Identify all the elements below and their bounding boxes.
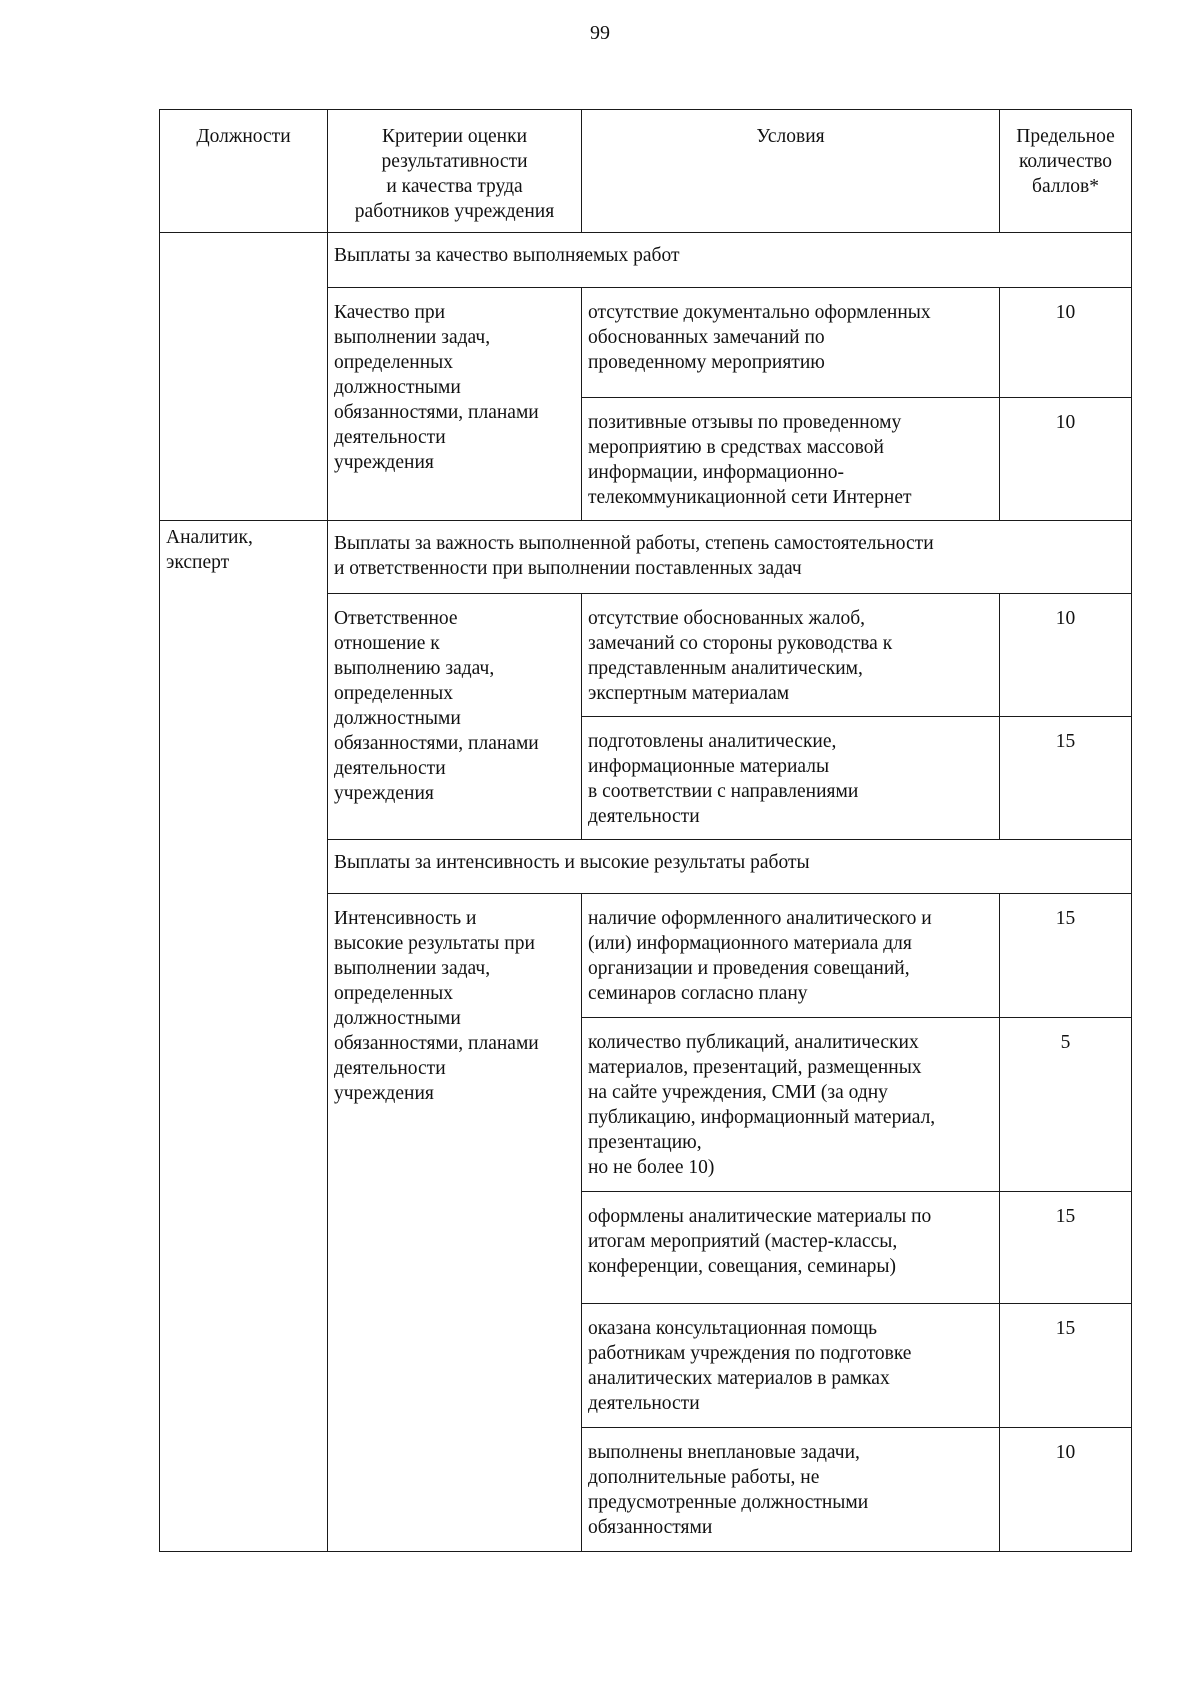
position-cell-empty [160,233,328,521]
condition-cell: количество публикаций, аналитических материалов, презентаций, размещенных на сайте учреждения, СМИ (за одну публикацию, информационный материал, презентацию, но не более 10) [582,1018,1000,1192]
condition-cell: отсутствие документально оформленных обоснованных замечаний по проведенному мероприятию [582,288,1000,398]
header-position: Должности [160,110,328,233]
section-title: Выплаты за важность выполненной работы, степень самостоятельности и ответственности при выполнении поставленных задач [328,521,1132,594]
header-points: Предельное количество баллов* [1000,110,1132,233]
criterion-cell: Качество при выполнении задач, определенных должностными обязанностями, планами деятельности учреждения [328,288,582,521]
condition-cell: наличие оформленного аналитического и (или) информационного материала для организации и проведения совещаний, семинаров согласно плану [582,894,1000,1018]
header-criteria: Критерии оценки результативности и качества труда работников учреждения [328,110,582,233]
points-cell: 15 [1000,1304,1132,1428]
condition-cell: оформлены аналитические материалы по итогам мероприятий (мастер-классы, конференции, совещания, семинары) [582,1192,1000,1304]
table-header-row [160,110,1132,233]
header-conditions: Условия [582,110,1000,233]
points-cell: 10 [1000,1428,1132,1552]
points-cell: 10 [1000,594,1132,717]
points-cell: 10 [1000,398,1132,521]
condition-cell: оказана консультационная помощь работникам учреждения по подготовке аналитических материалов в рамках деятельности [582,1304,1000,1428]
condition-cell: позитивные отзывы по проведенному мероприятию в средствах массовой информации, информационно- телекоммуникационной сети Интернет [582,398,1000,521]
points-cell: 15 [1000,1192,1132,1304]
section-title: Выплаты за интенсивность и высокие результаты работы [328,840,1132,894]
condition-cell: отсутствие обоснованных жалоб, замечаний со стороны руководства к представленным аналитическим, экспертным материалам [582,594,1000,717]
condition-cell: подготовлены аналитические, информационные материалы в соответствии с направлениями деятельности [582,717,1000,840]
criteria-table [159,109,1132,1552]
section-title-row [160,521,1132,594]
points-cell: 5 [1000,1018,1132,1192]
points-cell: 15 [1000,894,1132,1018]
condition-cell: выполнены внеплановые задачи, дополнительные работы, не предусмотренные должностными обязанностями [582,1428,1000,1552]
points-cell: 15 [1000,717,1132,840]
section-title: Выплаты за качество выполняемых работ [328,233,1132,288]
position-cell: Аналитик, эксперт [160,521,328,1552]
page-number: 99 [590,22,610,44]
criterion-cell: Интенсивность и высокие результаты при выполнении задач, определенных должностными обязанностями, планами деятельности учреждения [328,894,582,1552]
criterion-cell: Ответственное отношение к выполнению задач, определенных должностными обязанностями, планами деятельности учреждения [328,594,582,840]
section-title-row [160,233,1132,288]
points-cell: 10 [1000,288,1132,398]
